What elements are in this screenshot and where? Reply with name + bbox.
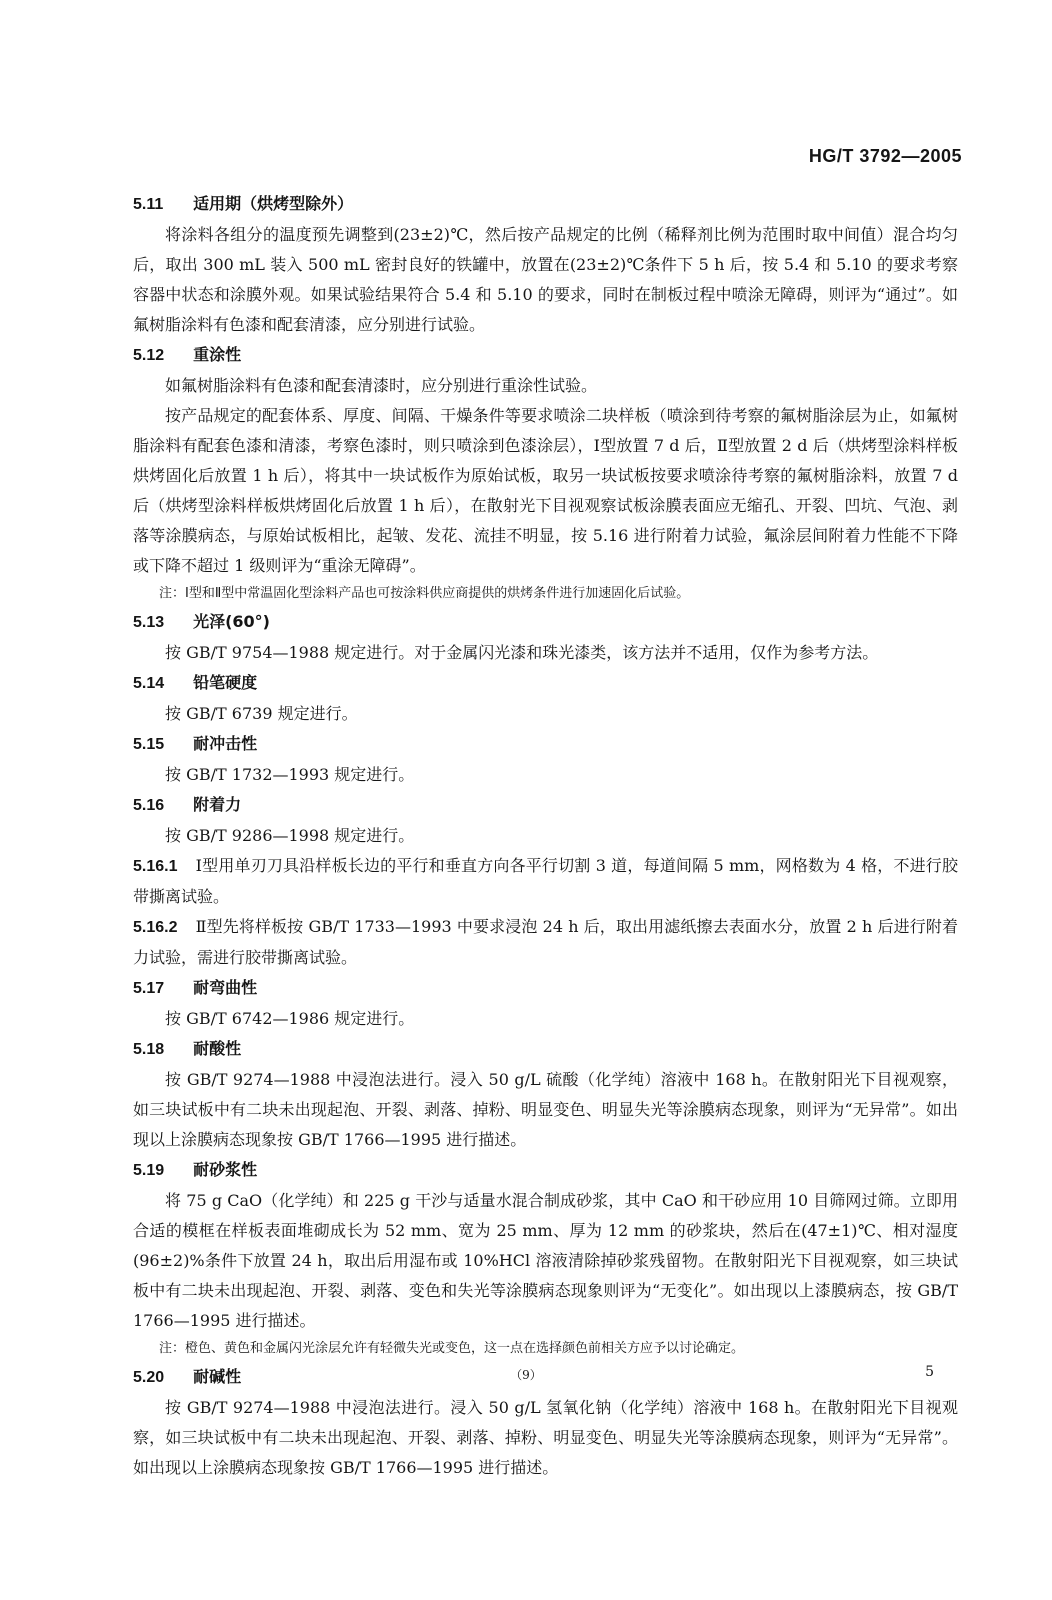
section-number: 5.19 bbox=[133, 1162, 165, 1179]
section-5-15-paragraph: 按 GB/T 1732—1993 规定进行。 bbox=[165, 765, 415, 784]
section-5-12-heading bbox=[133, 340, 958, 371]
section-5-18-heading bbox=[133, 1034, 958, 1065]
section-title: 耐酸性 bbox=[193, 1039, 242, 1058]
section-5-12-note: 注：Ⅰ型和Ⅱ型中常温固化型涂料产品也可按涂料供应商提供的烘烤条件进行加速固化后试验。 bbox=[159, 586, 690, 601]
standard-code: HG/T 3792—2005 bbox=[808, 146, 962, 166]
section-5-16-heading bbox=[133, 790, 958, 821]
section-title: 耐弯曲性 bbox=[193, 978, 258, 997]
section-number: 5.11 bbox=[133, 196, 164, 213]
section-number: 5.18 bbox=[133, 1041, 165, 1058]
document-body bbox=[133, 189, 958, 1483]
section-number: 5.12 bbox=[133, 347, 165, 364]
section-5-19-paragraph: 将 75 g CaO（化学纯）和 225 g 干沙与适量水混合制成砂浆，其中 CaO 和干砂应用 10 目筛网过筛。立即用合适的模框在样板表面堆砌成长为 52 mm、宽为 25 mm、厚为 12 mm 的砂浆块，然后在(47±1)℃、相对湿度(96±2)%条件下放置 24 h，取出后用湿布或 10%HCl 溶液清除掉砂浆残留物。在散射阳光下目视观察，如三块试板中有二块未出现起泡、开裂、剥落、变色和失光等涂膜病态现象则评为“无变化”。如出现以上漆膜病态，按 GB/T 1766—1995 进行描述。 bbox=[133, 1191, 958, 1330]
section-5-16-2 bbox=[133, 912, 958, 973]
section-5-13-heading bbox=[133, 607, 958, 638]
section-number: 5.15 bbox=[133, 736, 165, 753]
section-5-14-heading bbox=[133, 668, 958, 699]
section-5-17-paragraph: 按 GB/T 6742—1986 规定进行。 bbox=[165, 1009, 415, 1028]
section-number: 5.13 bbox=[133, 614, 165, 631]
section-5-12-paragraph-2: 按产品规定的配套体系、厚度、间隔、干燥条件等要求喷涂二块样板（喷涂到待考察的氟树脂涂层为止，如氟树脂涂料有配套色漆和清漆，考察色漆时，则只喷涂到色漆涂层），Ⅰ型放置 7 d 后，Ⅱ型放置 2 d 后（烘烤型涂料样板烘烤固化后放置 1 h 后），将其中一块试板作为原始试板，取另一块试板按要求喷涂待考察的氟树脂涂料，放置 7 d 后（烘烤型涂料样板烘烤固化后放置 1 h 后），在散射光下目视观察试板涂膜表面应无缩孔、开裂、凹坑、气泡、剥落等涂膜病态，与原始试板相比，起皱、发花、流挂不明显，按 5.16 进行附着力试验，氟涂层间附着力性能不下降或下降不超过 1 级则评为“重涂无障碍”。 bbox=[133, 406, 958, 575]
section-5-14-paragraph: 按 GB/T 6739 规定进行。 bbox=[165, 704, 358, 723]
section-title: 铅笔硬度 bbox=[193, 673, 258, 692]
section-5-18-paragraph: 按 GB/T 9274—1988 中浸泡法进行。浸入 50 g/L 硫酸（化学纯）溶液中 168 h。在散射阳光下目视观察，如三块试板中有二块未出现起泡、开裂、剥落、掉粉、明显变色、明显失光等涂膜病态现象，则评为“无异常”。如出现以上涂膜病态现象按 GB/T 1766—1995 进行描述。 bbox=[133, 1070, 958, 1149]
section-5-13-paragraph: 按 GB/T 9754—1988 规定进行。对于金属闪光漆和珠光漆类，该方法并不适用，仅作为参考方法。 bbox=[165, 643, 879, 662]
section-title: 耐砂浆性 bbox=[193, 1160, 258, 1179]
subsection-text: Ⅱ型先将样板按 GB/T 1733—1993 中要求浸泡 24 h 后，取出用滤纸擦去表面水分，放置 2 h 后进行附着力试验，需进行胶带撕离试验。 bbox=[133, 917, 958, 967]
section-title: 重涂性 bbox=[193, 345, 242, 364]
section-5-19-note: 注：橙色、黄色和金属闪光涂层允许有轻微失光或变色，这一点在选择颜色前相关方应予以讨论确定。 bbox=[159, 1341, 745, 1356]
section-5-11-paragraph: 将涂料各组分的温度预先调整到(23±2)℃，然后按产品规定的比例（稀释剂比例为范围时取中间值）混合均匀后，取出 300 mL 装入 500 mL 密封良好的铁罐中，放置在(23±2)℃条件下 5 h 后，按 5.4 和 5.10 的要求考察容器中状态和涂膜外观。如果试验结果符合 5.4 和 5.10 的要求，同时在制板过程中喷涂无障碍，则评为“通过”。如氟树脂涂料有色漆和配套清漆，应分别进行试验。 bbox=[133, 225, 958, 334]
section-5-17-heading bbox=[133, 973, 958, 1004]
section-number: 5.16 bbox=[133, 797, 165, 814]
section-title: 光泽(60°) bbox=[193, 612, 270, 631]
section-5-12-paragraph-1: 如氟树脂涂料有色漆和配套清漆时，应分别进行重涂性试验。 bbox=[165, 376, 598, 395]
section-title: 适用期（烘烤型除外） bbox=[193, 194, 354, 213]
section-title: 耐碱性 bbox=[193, 1367, 242, 1386]
subsection-number: 5.16.1 bbox=[133, 858, 178, 875]
section-5-16-1 bbox=[133, 851, 958, 912]
section-number: 5.14 bbox=[133, 675, 165, 692]
subsection-number: 5.16.2 bbox=[133, 919, 178, 936]
section-5-15-heading bbox=[133, 729, 958, 760]
section-number: 5.20 bbox=[133, 1369, 165, 1386]
page-number-center: （9） bbox=[510, 1368, 542, 1382]
section-title: 附着力 bbox=[193, 795, 242, 814]
section-5-11-heading bbox=[133, 189, 958, 220]
section-5-20-paragraph: 按 GB/T 9274—1988 中浸泡法进行。浸入 50 g/L 氢氧化钠（化学纯）溶液中 168 h。在散射阳光下目视观察，如三块试板中有二块未出现起泡、开裂、剥落、掉粉、明显变色、明显失光等涂膜病态现象，则评为“无异常”。如出现以上涂膜病态现象按 GB/T 1766—1995 进行描述。 bbox=[133, 1398, 958, 1477]
section-number: 5.17 bbox=[133, 980, 165, 997]
section-5-19-heading bbox=[133, 1155, 958, 1186]
section-title: 耐冲击性 bbox=[193, 734, 258, 753]
section-5-16-paragraph: 按 GB/T 9286—1998 规定进行。 bbox=[165, 826, 415, 845]
subsection-text: Ⅰ型用单刃刀具沿样板长边的平行和垂直方向各平行切割 3 道，每道间隔 5 mm，网格数为 4 格，不进行胶带撕离试验。 bbox=[133, 856, 958, 906]
page-number: 5 bbox=[925, 1364, 934, 1380]
